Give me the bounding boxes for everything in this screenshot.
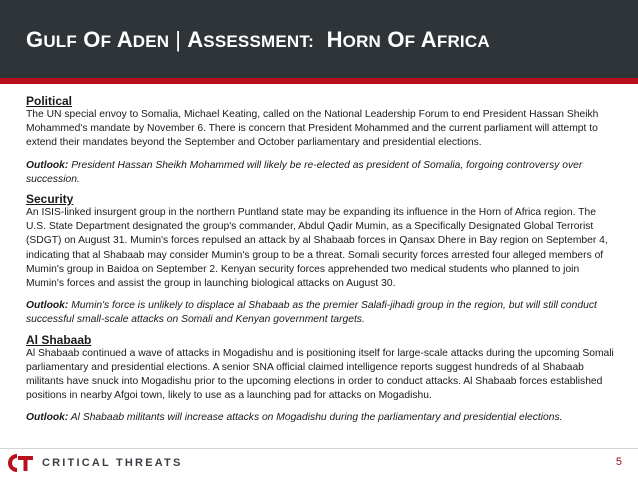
section-outlook	[26, 411, 618, 425]
outlook-label: Outlook:	[26, 300, 69, 312]
section-al-shabaab	[26, 333, 618, 426]
page-number: 5	[615, 456, 622, 468]
ct-logo-icon	[6, 453, 34, 473]
section-heading: Political	[26, 94, 73, 108]
section-heading: Al Shabaab	[26, 332, 92, 347]
section-heading: Security	[26, 192, 74, 207]
outlook-label: Outlook:	[26, 412, 69, 424]
assessment-content	[26, 94, 618, 431]
title-banner	[0, 0, 638, 78]
critical-threats-logo	[6, 452, 183, 474]
outlook-text: Al Shabaab militants will increase attacks on Mogadishu during the parliamentary and presidential elections.	[68, 412, 563, 424]
outlook-label: Outlook:	[26, 159, 69, 171]
slide-title	[26, 27, 490, 53]
section-body: Al Shabaab continued a wave of attacks in Mogadishu and is positioning itself for large-scale attacks during the upcoming Somali parliamentary and presidential elections. A senior SNA official claimed intelligence reports suggest hundreds of al Shabaab militants have snuck into Mogadishu prior to the upcoming elections in order to conduct attacks. Al Shabaab forces established positions in nearby Afgoi town, likely to use as a launching pad for attacks on Mogadishu.	[26, 347, 614, 402]
footer-divider	[0, 448, 638, 449]
title-separator: |	[175, 27, 182, 52]
section-security	[26, 192, 618, 328]
section-political	[26, 94, 618, 187]
title-horn-of-africa: HORN OF AFRICA	[326, 27, 490, 52]
outlook-text: Mumin's force is unlikely to displace al Shabaab as the premier Salafi-jihadi group in the region, but will still conduct successful small-scale attacks on Somali and Kenyan government targets.	[26, 300, 597, 326]
section-outlook	[26, 299, 618, 327]
section-outlook	[26, 159, 618, 187]
title-gulf-of-aden: GULF OF ADEN	[26, 27, 170, 52]
logo-text: CRITICAL THREATS	[42, 457, 183, 469]
outlook-text: President Hassan Sheikh Mohammed will likely be re-elected as president of Somalia, forgoing controversy over succession.	[26, 159, 583, 185]
title-assessment: ASSESSMENT:	[187, 27, 314, 52]
section-body: The UN special envoy to Somalia, Michael Keating, called on the National Leadership Forum to end President Hassan Sheikh Mohammed's mandate by November 6. There is concern that President Mohammed and the current parliament will attempt to extend their mandates beyond the September and October parliamentary and presidential elections.	[26, 109, 599, 149]
section-body: An ISIS-linked insurgent group in the northern Puntland state may be expanding its influence in the Horn of Africa region. The U.S. State Department designated the group's commander, Abdul Qadir Mumin, as a Specifically Designated Global Terrorist (SDGT) on August 31. Mumin's forces repulsed an attack by al Shabaab forces in Qansax Dhere in Bay region on September 4, indicating that al Shabaab may consider Mumin's group to be a threat. Somali security forces arrested four alleged members of Mumin's group in Baidoa on September 2. Kenyan security forces apprehended two medical students who planned to join Mumin's forces and assist the group in launching biological attacks on August 30.	[26, 207, 608, 290]
accent-bar	[0, 78, 638, 84]
